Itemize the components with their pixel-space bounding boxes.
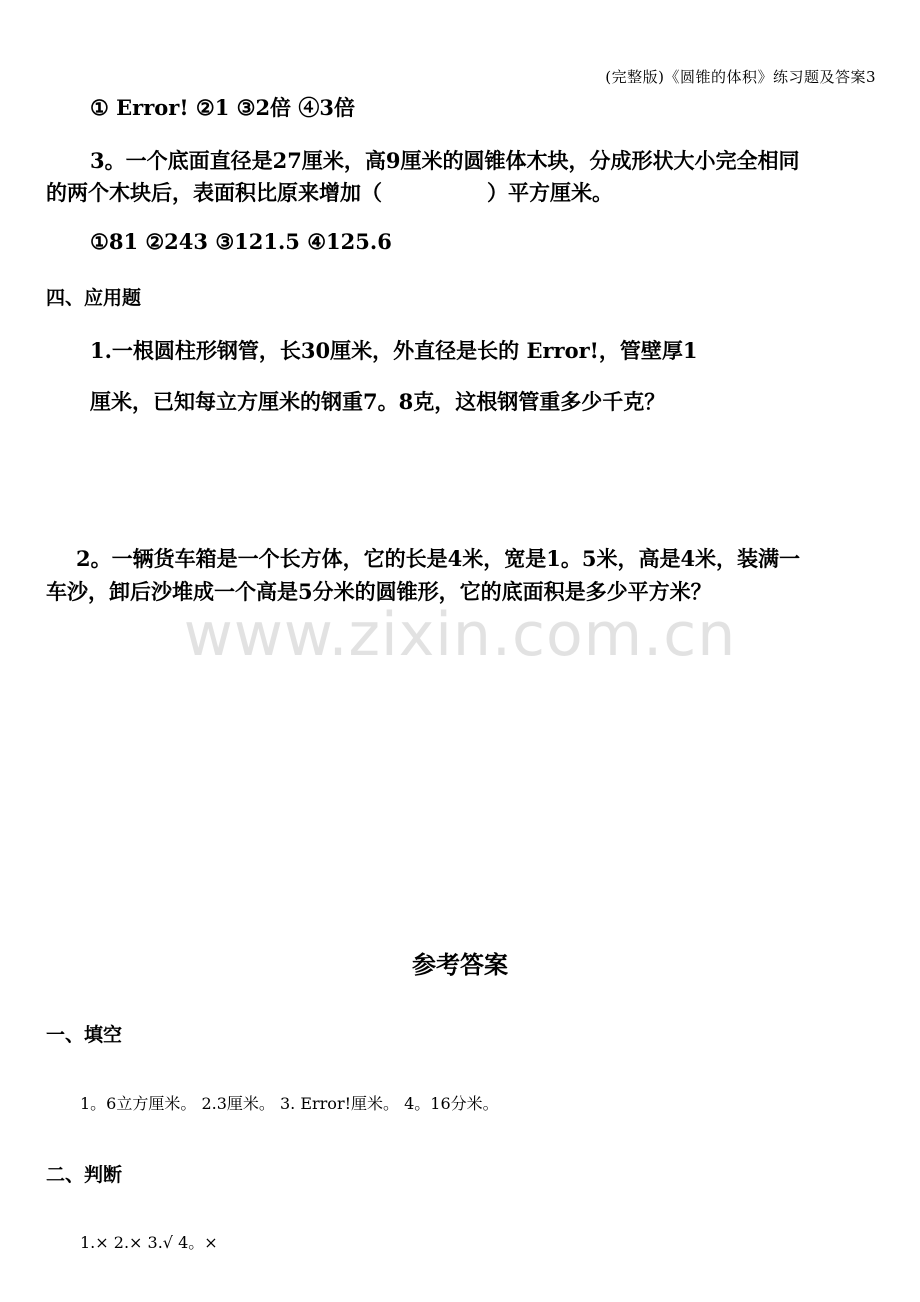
judge-heading: 二、判断 <box>46 1164 123 1186</box>
application-q2-line-2: 车沙，卸后沙堆成一个高是5分米的圆锥形，它的底面积是多少平方米？ <box>46 579 712 604</box>
question-3-choices: ①81 ②243 ③121.5 ④125.6 <box>90 229 392 254</box>
application-q2-line-1: 2。一辆货车箱是一个长方体，它的长是4米，宽是1。5米，高是4米，装满一 <box>76 546 801 571</box>
watermark: www.zixin.com.cn <box>183 600 737 670</box>
answers-title: 参考答案 <box>412 950 508 979</box>
fill-blank-heading: 一、填空 <box>46 1024 123 1046</box>
question-3-line-1: 3。一个底面直径是27厘米，高9厘米的圆锥体木块，分成形状大小完全相同 <box>90 148 800 173</box>
question-3-line-2: 的两个木块后，表面积比原来增加（ ）平方厘米。 <box>46 180 613 205</box>
application-q1-line-1: 1.一根圆柱形钢管，长30厘米，外直径是长的 Error!，管壁厚1 <box>90 338 698 363</box>
fill-blank-answers: 1。6立方厘米。 2.3厘米。 3. Error!厘米。 4。16分米。 <box>80 1094 499 1113</box>
judge-answers: 1.× 2.× 3.√ 4。× <box>80 1233 218 1252</box>
application-q1-line-2: 厘米，已知每立方厘米的钢重7。8克，这根钢管重多少千克？ <box>90 389 666 414</box>
page-header: (完整版)《圆锥的体积》练习题及答案3 <box>605 68 876 86</box>
previous-question-choices: ① Error! ②1 ③2倍 ④3倍 <box>90 95 355 120</box>
section-4-heading: 四、应用题 <box>46 287 142 309</box>
